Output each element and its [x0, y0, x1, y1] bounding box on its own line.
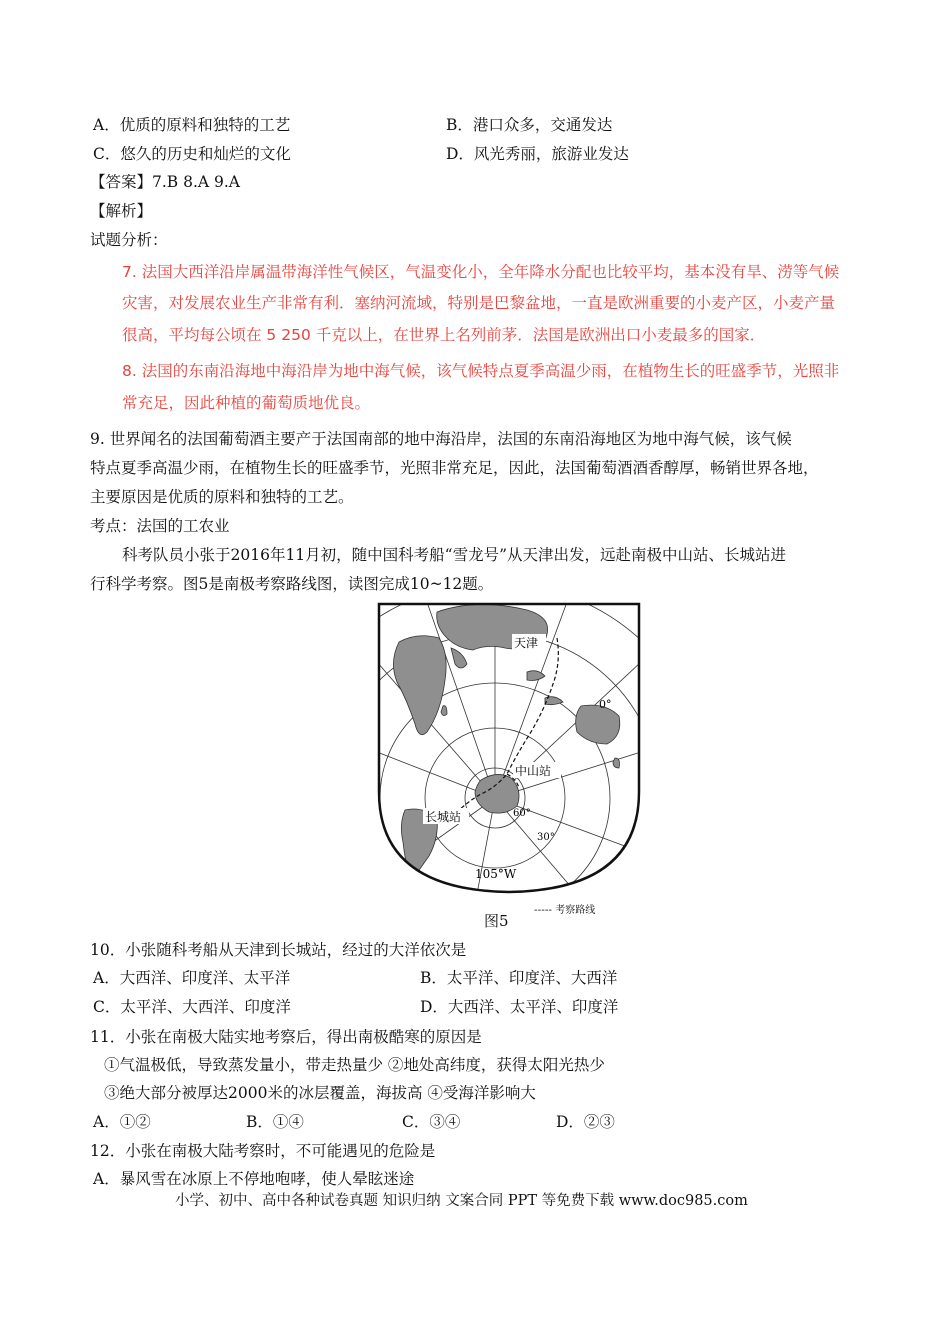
q10-option-d: D．大西洋、太平洋、印度洋 — [420, 998, 619, 1016]
analysis-8-line: 常充足，因此种植的葡萄质地优良。 — [122, 394, 371, 412]
label-0-degree: 0° — [599, 698, 612, 711]
q11-option-a: A．①② — [93, 1113, 151, 1131]
question-11-stem: 11．小张在南极大陆实地考察后，得出南极酷寒的原因是 — [90, 1028, 482, 1046]
option-a: A．优质的原料和独特的工艺 — [93, 116, 291, 134]
analysis-9-line: 特点夏季高温少雨，在植物生长的旺盛季节，光照非常充足，因此，法国葡萄酒酒香醇厚，畅销世界各地， — [90, 459, 819, 477]
analysis-heading: 【解析】 — [90, 202, 153, 220]
q10-option-b: B．太平洋、印度洋、大西洋 — [420, 969, 618, 987]
label-changcheng-station: 长城站 — [425, 810, 462, 824]
analysis-7-line: 很高，平均每公顷在 5 250 千克以上，在世界上名列前茅．法国是欧洲出口小麦最多的国家． — [122, 326, 766, 344]
analysis-8-line: 8. 法国的东南沿海地中海沿岸为地中海气候，该气候特点夏季高温少雨，在植物生长的旺盛季节，光照非 — [122, 362, 840, 380]
label-zhongshan-station: 中山站 — [515, 764, 552, 778]
label-60-degree: 60° — [513, 808, 531, 819]
option-d: D．风光秀丽，旅游业发达 — [446, 145, 629, 163]
analysis-subheading: 试题分析： — [90, 231, 168, 249]
q11-statement-line: ③绝大部分被厚达2000米的冰层覆盖，海拔高 ④受海洋影响大 — [104, 1084, 536, 1102]
page-footer: 小学、初中、高中各种试卷真题 知识归纳 文案合同 PPT 等免费下载 www.doc985.com — [175, 1193, 748, 1209]
question-12-stem: 12．小张在南极大陆考察时，不可能遇见的危险是 — [90, 1142, 436, 1160]
option-b: B．港口众多，交通发达 — [446, 116, 613, 134]
q10-option-c: C．太平洋、大西洋、印度洋 — [93, 998, 291, 1016]
label-30-degree: 30° — [537, 832, 555, 843]
label-105w: 105°W — [475, 867, 517, 881]
intro-line: 科考队员小张于2016年11月初，随中国科考船“雪龙号”从天津出发，远赴南极中山站、长城站进 — [122, 546, 787, 564]
analysis-7-line: 7. 法国大西洋沿岸属温带海洋性气候区，气温变化小，全年降水分配也比较平均，基本没有旱、涝等气候 — [122, 263, 840, 281]
map-graphic — [377, 602, 641, 894]
analysis-9-line: 9. 世界闻名的法国葡萄酒主要产于法国南部的地中海沿岸，法国的东南沿海地区为地中海气候，该气候 — [90, 430, 792, 448]
q11-statement-line: ①气温极低，导致蒸发量小，带走热量少 ②地处高纬度，获得太阳光热少 — [104, 1056, 605, 1074]
option-c: C．悠久的历史和灿烂的文化 — [93, 145, 291, 163]
q11-option-c: C．③④ — [402, 1113, 461, 1131]
analysis-7-line: 灾害，对发展农业生产非常有利．塞纳河流域，特别是巴黎盆地，一直是欧洲重要的小麦产区，小麦产量 — [122, 294, 836, 312]
q11-option-d: D．②③ — [556, 1113, 615, 1131]
q11-option-b: B．①④ — [246, 1113, 304, 1131]
figure-caption: 图5 — [484, 912, 509, 930]
answer-line: 【答案】7.B 8.A 9.A — [90, 173, 240, 191]
question-10-stem: 10．小张随科考船从天津到长城站，经过的大洋依次是 — [90, 941, 467, 959]
intro-line: 行科学考察。图5是南极考察路线图，读图完成10~12题。 — [90, 575, 494, 593]
q10-option-a: A．大西洋、印度洋、太平洋 — [93, 969, 291, 987]
antarctic-route-map — [377, 602, 641, 894]
kaodian-line: 考点：法国的工农业 — [90, 517, 230, 535]
map-legend: ----- 考察路线 — [534, 905, 596, 916]
q12-option-a: A．暴风雪在冰原上不停地咆哮，使人晕眩迷途 — [93, 1170, 415, 1188]
label-tianjin: 天津 — [514, 636, 539, 650]
analysis-9-line: 主要原因是优质的原料和独特的工艺。 — [90, 488, 354, 506]
